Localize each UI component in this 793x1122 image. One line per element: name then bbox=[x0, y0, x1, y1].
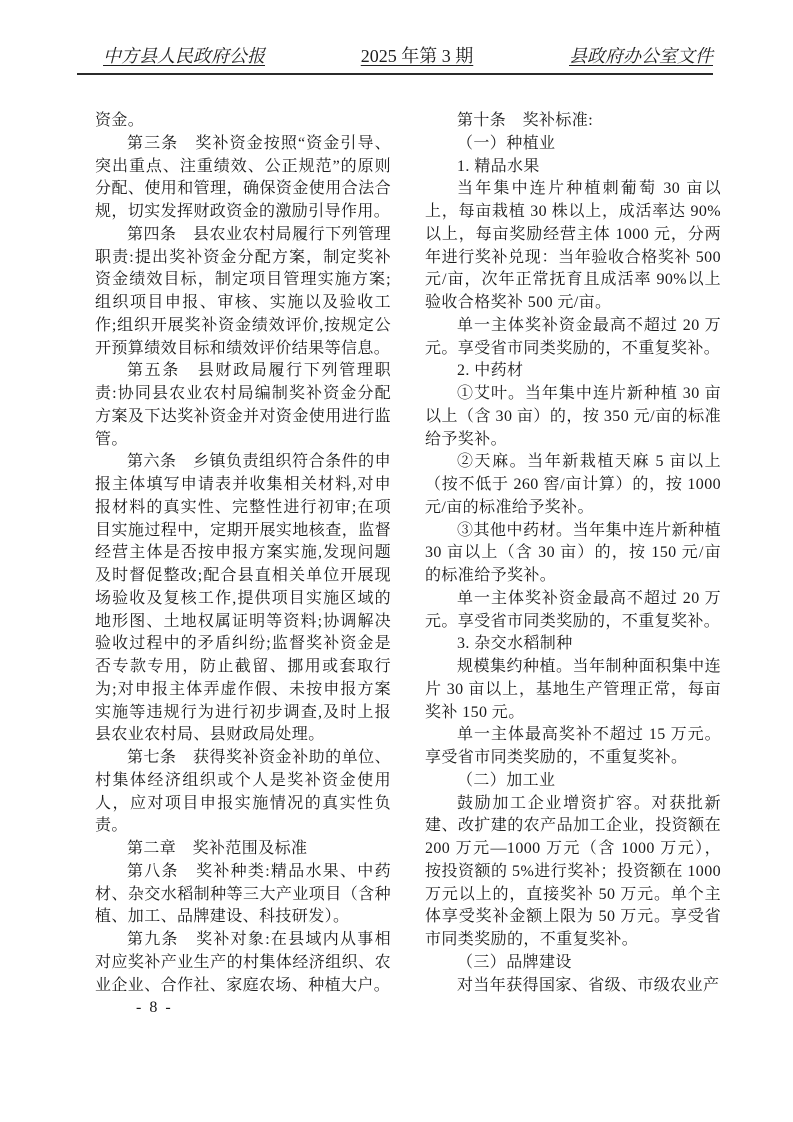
paragraph: （一）种植业 bbox=[457, 134, 556, 152]
paragraph: 第六条 乡镇负责组织符合条件的申报主体填写申请表并收集相关材料,对申报材料的真实性、完整性进行初审;在项目实施过程中，定期开展实地核查，监督经营主体是否按申报方案实施,发现问题及时督促整改;配合县直相关单位开展现场验收及复核工作,提供项目实施区域的地形图、土地权属证明等资料;协调解决验收过程中的矛盾纠纷;监督奖补资金是否专款专用，防止截留、挪用或套取行为;对申报主体弄虚作假、未按申报方案实施等违规行为进行初步调查,及时上报县农业农村局、县财政局处理。 bbox=[95, 453, 391, 744]
left-column bbox=[95, 110, 391, 997]
paragraph: 3. 杂交水稻制种 bbox=[457, 635, 573, 653]
paragraph: ③其他中药材。当年集中连片新种植 30 亩以上（含 30 亩）的，按 150 元/亩的标准给予奖补。 bbox=[425, 521, 721, 584]
paragraph: （二）加工业 bbox=[457, 771, 556, 789]
header-document-category: 县政府办公室文件 bbox=[569, 46, 713, 66]
paragraph: （三）品牌建设 bbox=[457, 953, 572, 971]
paragraph: ②天麻。当年新栽植天麻 5 亩以上（按不低于 260 窖/亩计算）的，按 1000 元/亩的标准给予奖补。 bbox=[425, 453, 721, 516]
paragraph: 第三条 奖补资金按照“资金引导、突出重点、注重绩效、公正规范”的原则分配、使用和管理，确保资金使用合法合规，切实发挥财政资金的激励引导作用。 bbox=[95, 134, 391, 220]
paragraph: 规模集约种植。当年制种面积集中连片 30 亩以上，基地生产管理正常，每亩奖补 150 元。 bbox=[425, 658, 721, 721]
paragraph: ①艾叶。当年集中连片新种植 30 亩以上（含 30 亩）的，按 350 元/亩的标准给予奖补。 bbox=[425, 385, 721, 448]
paragraph: 单一主体奖补资金最高不超过 20 万元。享受省市同类奖励的，不重复奖补。 bbox=[425, 316, 721, 357]
paragraph: 第八条 奖补种类:精品水果、中药材、杂交水稻制种等三大产业项目（含种植、加工、品牌建设、科技研发）。 bbox=[95, 862, 391, 926]
paragraph: 第四条 县农业农村局履行下列管理职责:提出奖补资金分配方案，制定奖补资金绩效目标，制定项目管理实施方案;组织项目申报、审核、实施以及验收工作;组织开展奖补资金绩效评价,按规定公开预算绩效目标和绩效评价结果等信息。 bbox=[95, 225, 391, 357]
paragraph: 单一主体最高奖补不超过 15 万元。享受省市同类奖励的，不重复奖补。 bbox=[425, 726, 721, 766]
paragraph: 第二章 奖补范围及标准 bbox=[127, 840, 308, 857]
paragraph: 第九条 奖补对象:在县域内从事相对应奖补产业生产的村集体经济组织、农业企业、合作社、家庭农场、种植大户。 bbox=[95, 931, 391, 994]
header-gazette-title: 中方县人民政府公报 bbox=[103, 46, 265, 66]
paragraph: 对当年获得国家、省级、市级农业产 bbox=[457, 976, 720, 994]
paragraph: 单一主体奖补资金最高不超过 20 万元。享受省市同类奖励的，不重复奖补。 bbox=[425, 589, 721, 630]
right-column bbox=[425, 110, 721, 997]
paragraph: 当年集中连片种植刺葡萄 30 亩以上，每亩栽植 30 株以上，成活率达 90%以上，每亩奖励经营主体 1000 元，分两年进行奖补兑现：当年验收合格奖补 500 元/亩，次年正常抚育且成活率 90%以上验收合格奖补 500 元/亩。 bbox=[425, 180, 721, 311]
paragraph: 第十条 奖补标准: bbox=[457, 112, 594, 129]
page-number: - 8 - bbox=[136, 999, 173, 1016]
paragraph: 第五条 县财政局履行下列管理职责:协同县农业农村局编制奖补资金分配方案及下达奖补资金并对资金使用进行监管。 bbox=[95, 362, 391, 448]
header-issue-number: 2025 年第 3 期 bbox=[360, 46, 474, 66]
document-body bbox=[95, 110, 721, 997]
paragraph: 第七条 获得奖补资金补助的单位、村集体经济组织或个人是奖补资金使用人，应对项目申报实施情况的真实性负责。 bbox=[95, 749, 391, 835]
paragraph: 2. 中药材 bbox=[457, 362, 524, 380]
paragraph: 1. 精品水果 bbox=[457, 157, 540, 175]
paragraph: 资金。 bbox=[95, 112, 145, 129]
page-header bbox=[77, 42, 713, 75]
paragraph: 鼓励加工企业增资扩容。对获批新建、改扩建的农产品加工企业，投资额在 200 万元—1000 万元（含 1000 万元），按投资额的 5%进行奖补；投资额在 1000 万元以上的，直接奖补 50 万元。单个主体享受奖补金额上限为 50 万元。享受省市同类奖励的，不重复奖补。 bbox=[425, 794, 721, 948]
